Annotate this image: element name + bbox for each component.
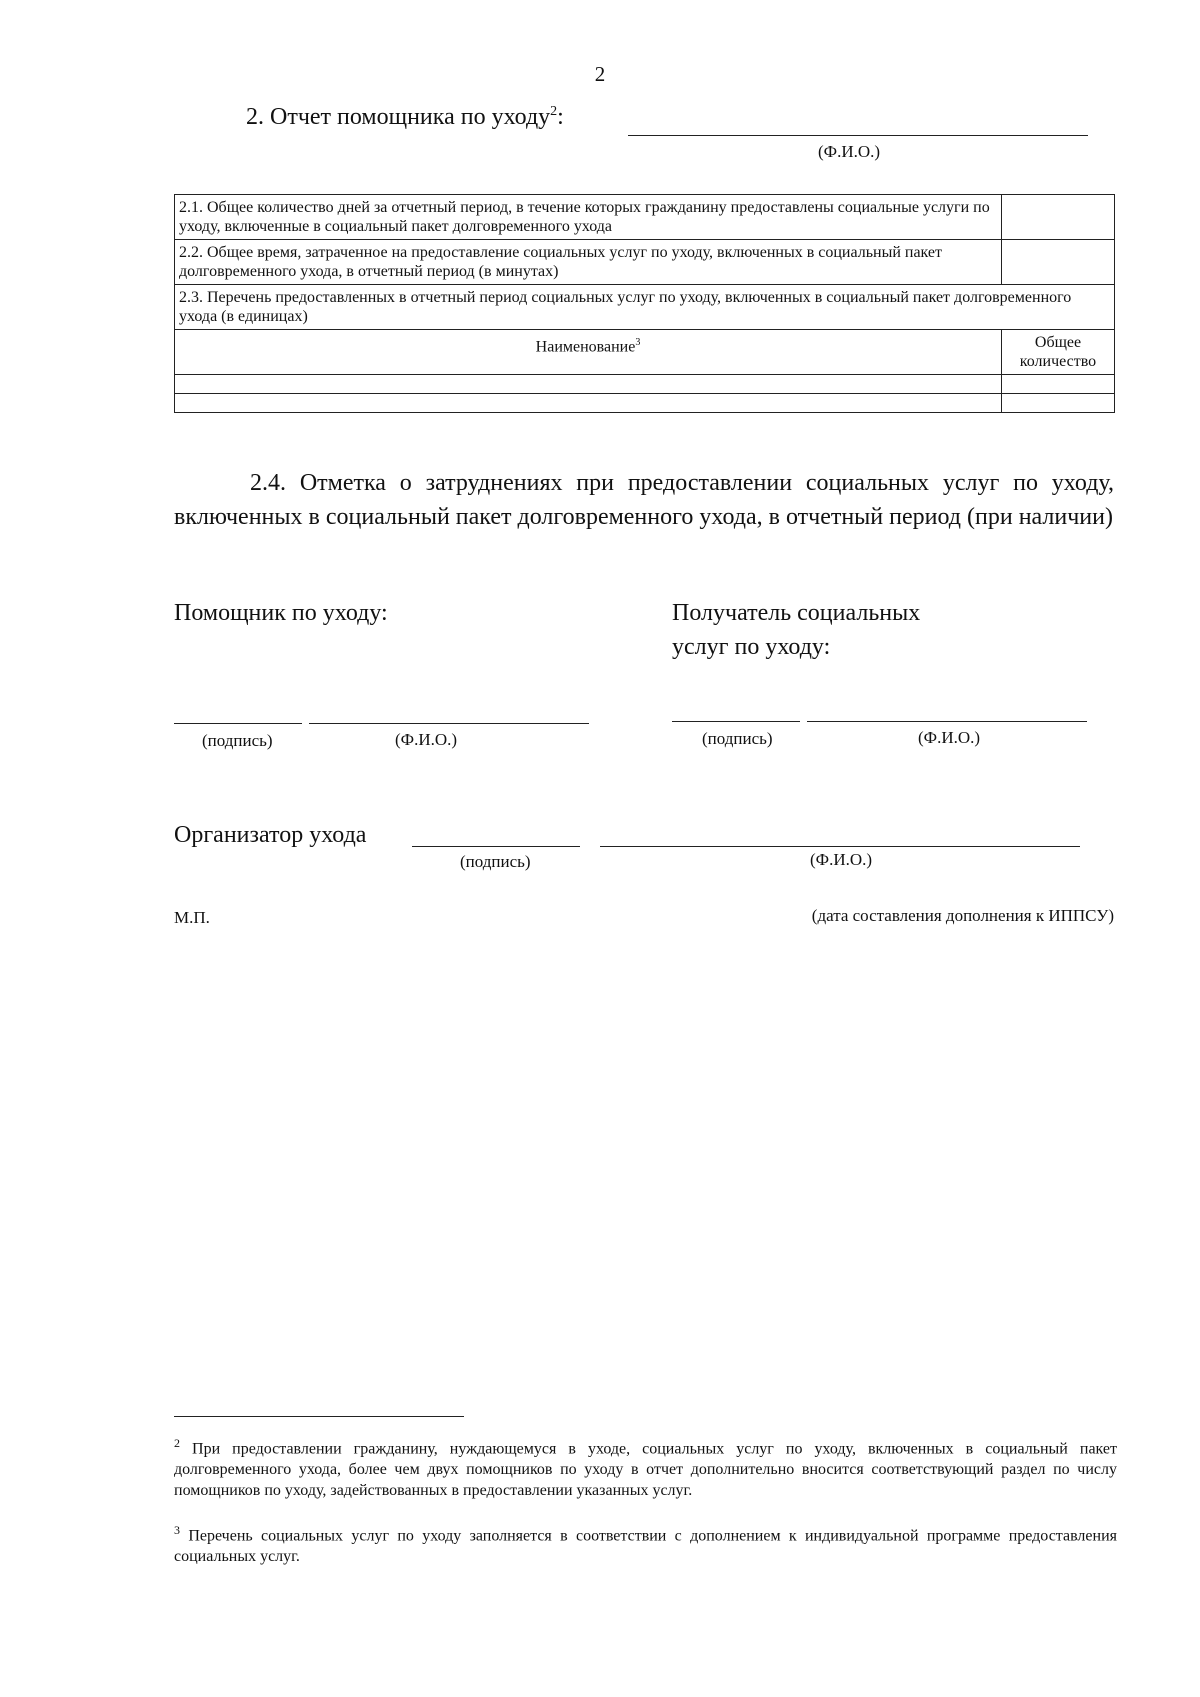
section-title-text: 2. Отчет помощника по уходу [246, 104, 551, 130]
footnote-ref-3: 3 [635, 337, 641, 348]
service-name-cell[interactable] [175, 375, 1002, 394]
assistant-label: Помощник по уходу: [174, 600, 388, 626]
assistant-fio-line[interactable] [309, 723, 589, 724]
table-row [175, 240, 1115, 285]
assistant-name-line[interactable] [628, 135, 1088, 136]
row-days-label: 2.1. Общее количество дней за отчетный период, в течение которых гражданину предоставлены социальные услуги по уходу, включенные в социальный пакет долговременного ухода [175, 195, 1002, 240]
difficulties-paragraph: 2.4. Отметка о затруднениях при предоставлении социальных услуг по уходу, включенных в социальный пакет долговременного ухода, в отчетный период (при наличии) [174, 470, 1114, 530]
footnote-3-text: Перечень социальных услуг по уходу заполняется в соответствии с дополнением к индивидуальной программе предоставления социальных услуг. [174, 1527, 1118, 1566]
recipient-signature-caption: (подпись) [702, 729, 773, 748]
organizer-signature-caption: (подпись) [460, 852, 531, 871]
col-header-quantity: Общее количество [1002, 330, 1115, 375]
row-time-value[interactable] [1002, 240, 1115, 285]
footnote-2-number: 2 [174, 1436, 180, 1450]
service-qty-cell[interactable] [1002, 394, 1115, 413]
footnote-3-number: 3 [174, 1523, 180, 1537]
table-row [175, 375, 1115, 394]
organizer-label: Организатор ухода [174, 822, 367, 848]
row-days-value[interactable] [1002, 195, 1115, 240]
page-number: 2 [594, 62, 606, 86]
assistant-signature-caption: (подпись) [202, 731, 273, 750]
stamp-label: М.П. [174, 908, 210, 927]
section-title-suffix: : [557, 104, 564, 130]
recipient-fio-caption: (Ф.И.О.) [918, 728, 981, 747]
services-list-title: 2.3. Перечень предоставленных в отчетный период социальных услуг по уходу, включенных в социальный пакет долговременного ухода (в единицах) [175, 285, 1115, 330]
footnote-separator [174, 1416, 464, 1417]
footnote-ref-2: 2 [550, 104, 558, 119]
organizer-signature-line[interactable] [412, 846, 580, 847]
footnote-2 [174, 1433, 1117, 1501]
service-name-cell[interactable] [175, 394, 1002, 413]
recipient-signature-line[interactable] [672, 721, 800, 722]
section-title [246, 104, 564, 131]
service-qty-cell[interactable] [1002, 375, 1115, 394]
organizer-fio-caption: (Ф.И.О.) [810, 850, 873, 869]
footnote-3 [174, 1520, 1117, 1567]
organizer-fio-line[interactable] [600, 846, 1080, 847]
table-header-row [175, 330, 1115, 375]
footnote-2-text: При предоставлении гражданину, нуждающемуся в уходе, социальных услуг по уходу, включенных в социальный пакет долговременного ухода, более чем двух помощников по уходу в отчет дополнительно вносится соответствующий раздел по числу помощников по уходу, задействованных в предоставлении указанных услуг. [174, 1440, 1118, 1500]
report-table [174, 194, 1115, 413]
row-time-label: 2.2. Общее время, затраченное на предоставление социальных услуг по уходу, включенных в социальный пакет долговременного ухода, в отчетный период (в минутах) [175, 240, 1002, 285]
date-caption: (дата составления дополнения к ИППСУ) [811, 906, 1114, 925]
assistant-sign-fio-caption: (Ф.И.О.) [395, 730, 458, 749]
col-header-name [175, 330, 1002, 375]
recipient-fio-line[interactable] [807, 721, 1087, 722]
recipient-label-line2: услуг по уходу: [672, 634, 831, 660]
assistant-fio-caption: (Ф.И.О.) [818, 142, 881, 161]
table-row [175, 285, 1115, 330]
table-row [175, 195, 1115, 240]
assistant-signature-line[interactable] [174, 723, 302, 724]
col-header-name-text: Наименование [535, 338, 636, 356]
recipient-label-line1: Получатель социальных [672, 600, 921, 626]
table-row [175, 394, 1115, 413]
